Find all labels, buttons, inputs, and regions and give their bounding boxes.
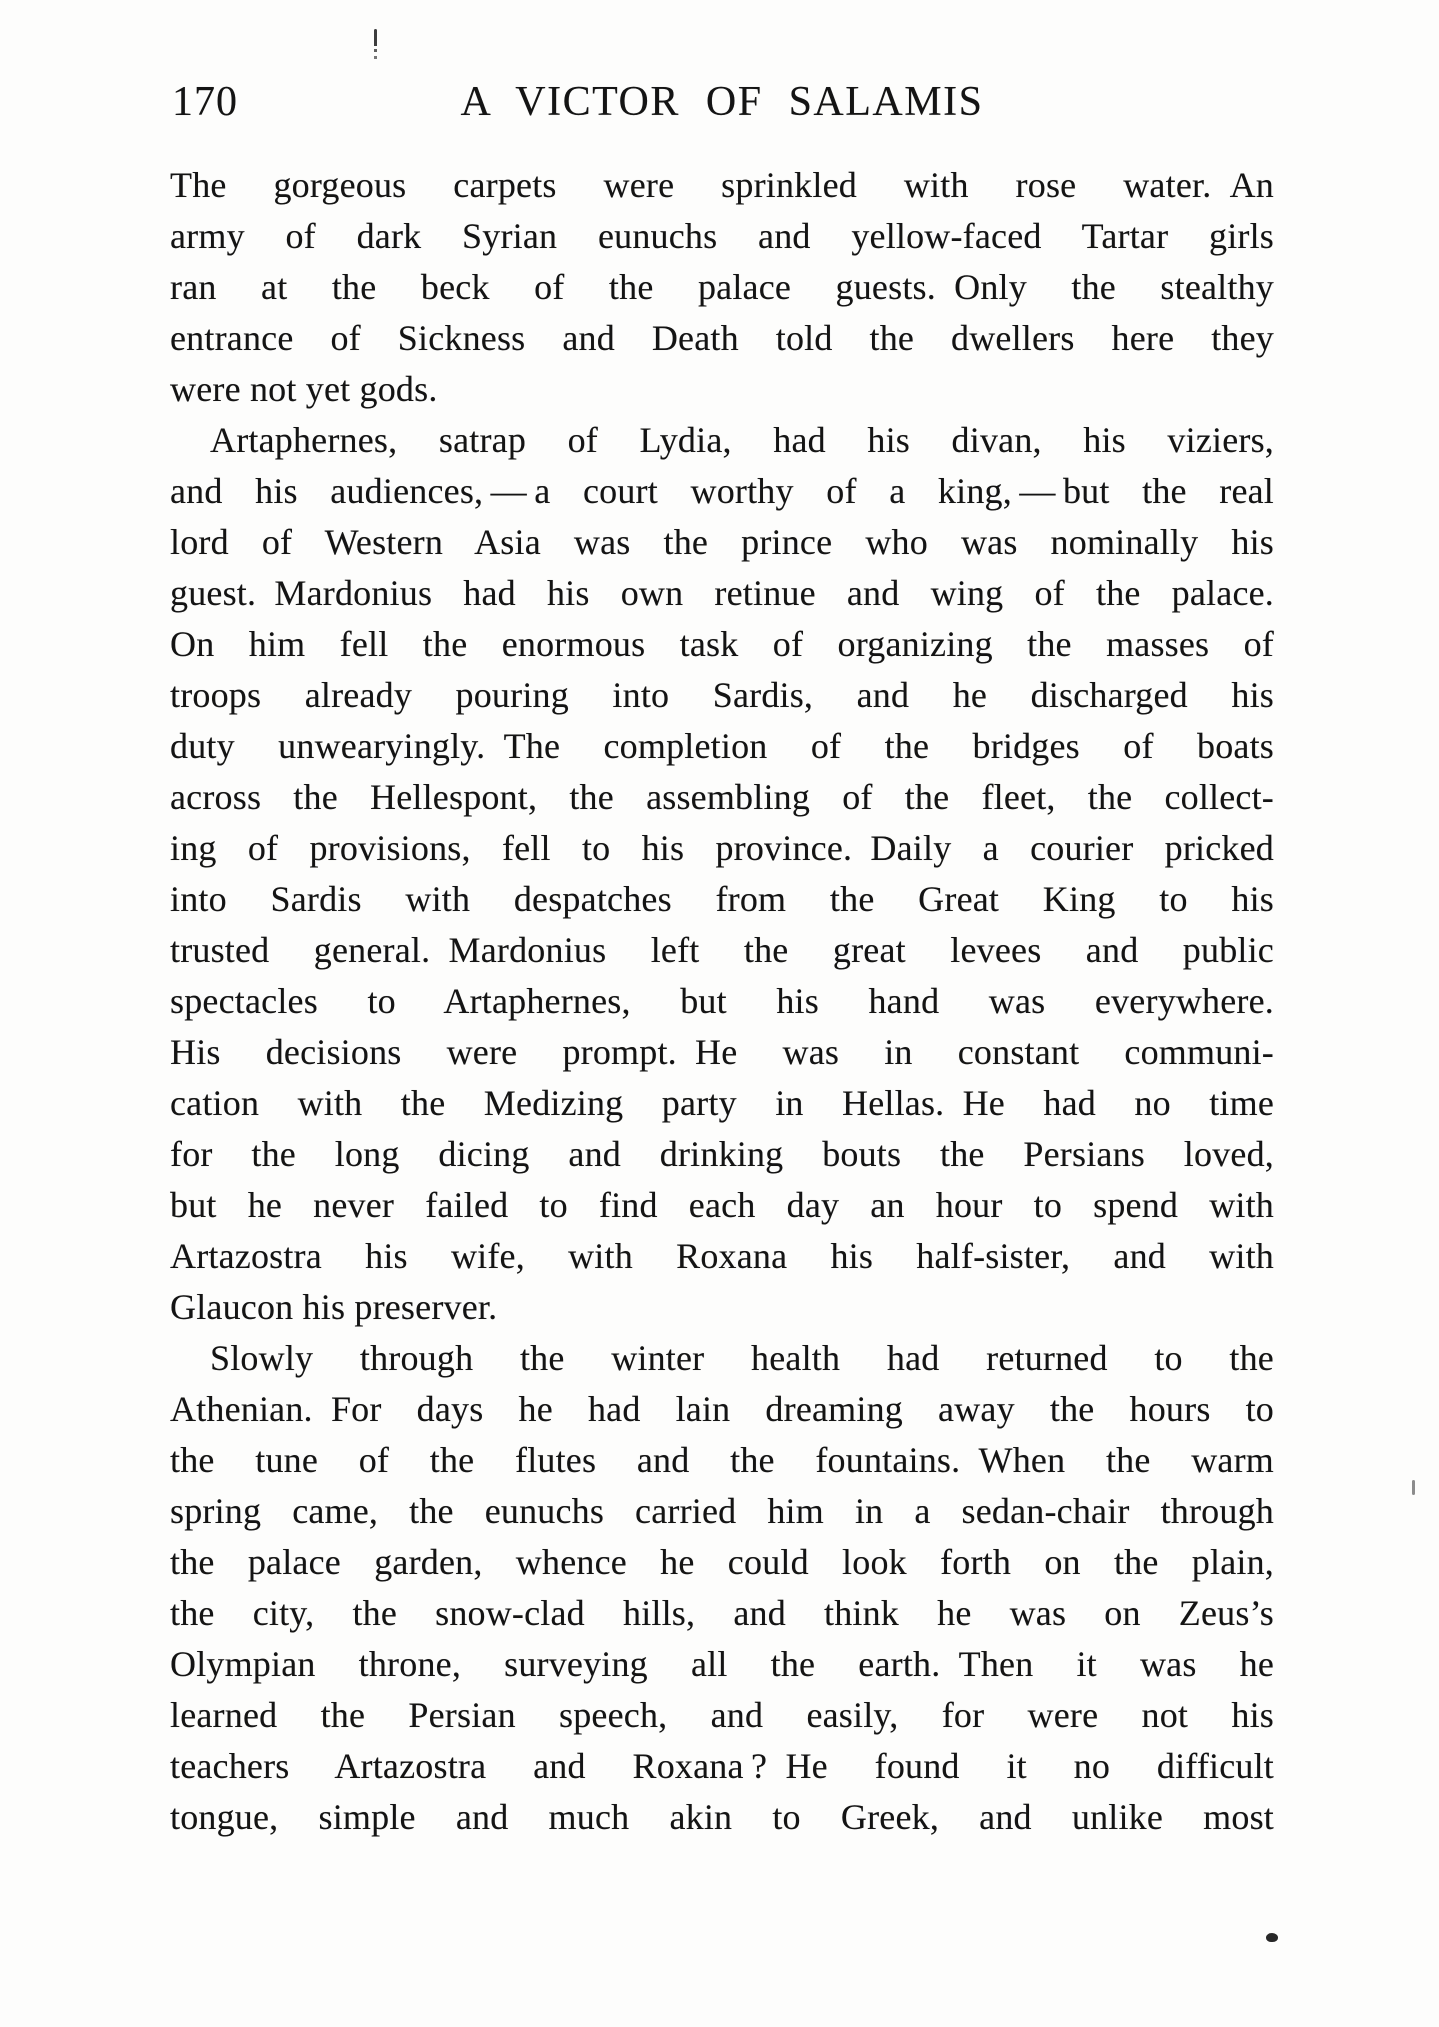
scan-artifact-speck bbox=[374, 49, 377, 52]
text-line: duty unwearyingly. The completion of the bridges of boats bbox=[170, 726, 1274, 766]
text-line: His decisions were prompt. He was in constant communi- bbox=[170, 1032, 1274, 1072]
text-line: tongue, simple and much akin to Greek, and unlike most bbox=[170, 1797, 1274, 1837]
text-line: teachers Artazostra and Roxana ? He found it no difficult bbox=[170, 1746, 1274, 1786]
text-line: ran at the beck of the palace guests. Only the stealthy bbox=[170, 267, 1274, 307]
page-number: 170 bbox=[172, 79, 238, 125]
text-line: trusted general. Mardonius left the great levees and public bbox=[170, 930, 1274, 970]
scan-artifact-ink-blot bbox=[1266, 1933, 1278, 1942]
scan-artifact-edge-tick bbox=[1412, 1480, 1415, 1495]
text-line: the city, the snow-clad hills, and think he was on Zeus’s bbox=[170, 1593, 1274, 1633]
text-line: but he never failed to find each day an hour to spend with bbox=[170, 1185, 1274, 1225]
text-line: spring came, the eunuchs carried him in a sedan-chair through bbox=[170, 1491, 1274, 1531]
text-line: Athenian. For days he had lain dreaming away the hours to bbox=[170, 1389, 1274, 1429]
text-line: guest. Mardonius had his own retinue and wing of the palace. bbox=[170, 573, 1274, 613]
text-line: entrance of Sickness and Death told the dwellers here they bbox=[170, 318, 1274, 358]
text-block bbox=[170, 160, 1274, 1843]
text-line: troops already pouring into Sardis, and he discharged his bbox=[170, 675, 1274, 715]
text-line: learned the Persian speech, and easily, for were not his bbox=[170, 1695, 1274, 1735]
text-line: Olympian throne, surveying all the earth. Then it was he bbox=[170, 1644, 1274, 1684]
text-line: into Sardis with despatches from the Great King to his bbox=[170, 879, 1274, 919]
text-line: cation with the Medizing party in Hellas. He had no time bbox=[170, 1083, 1274, 1123]
text-line: Artaphernes, satrap of Lydia, had his divan, his viziers, bbox=[210, 420, 1274, 460]
scan-artifact-hook bbox=[374, 29, 377, 46]
text-line: spectacles to Artaphernes, but his hand was everywhere. bbox=[170, 981, 1274, 1021]
scan-artifact-speck bbox=[374, 56, 377, 59]
text-line: army of dark Syrian eunuchs and yellow-faced Tartar girls bbox=[170, 216, 1274, 256]
text-line: ing of provisions, fell to his province. Daily a courier pricked bbox=[170, 828, 1274, 868]
text-line: for the long dicing and drinking bouts the Persians loved, bbox=[170, 1134, 1274, 1174]
text-line: were not yet gods. bbox=[170, 369, 438, 409]
text-line: Glaucon his preserver. bbox=[170, 1287, 498, 1327]
text-line: and his audiences, — a court worthy of a king, — but the real bbox=[170, 471, 1274, 511]
text-line: the tune of the flutes and the fountains. When the warm bbox=[170, 1440, 1274, 1480]
text-line: Artazostra his wife, with Roxana his half-sister, and with bbox=[170, 1236, 1274, 1276]
text-line: On him fell the enormous task of organizing the masses of bbox=[170, 624, 1274, 664]
text-line: across the Hellespont, the assembling of the fleet, the collect- bbox=[170, 777, 1274, 817]
page-header bbox=[170, 81, 1274, 125]
running-title: A VICTOR OF SALAMIS bbox=[460, 79, 984, 125]
text-line: Slowly through the winter health had returned to the bbox=[210, 1338, 1274, 1378]
text-line: The gorgeous carpets were sprinkled with rose water. An bbox=[170, 165, 1274, 205]
text-line: the palace garden, whence he could look forth on the plain, bbox=[170, 1542, 1274, 1582]
text-line: lord of Western Asia was the prince who was nominally his bbox=[170, 522, 1274, 562]
